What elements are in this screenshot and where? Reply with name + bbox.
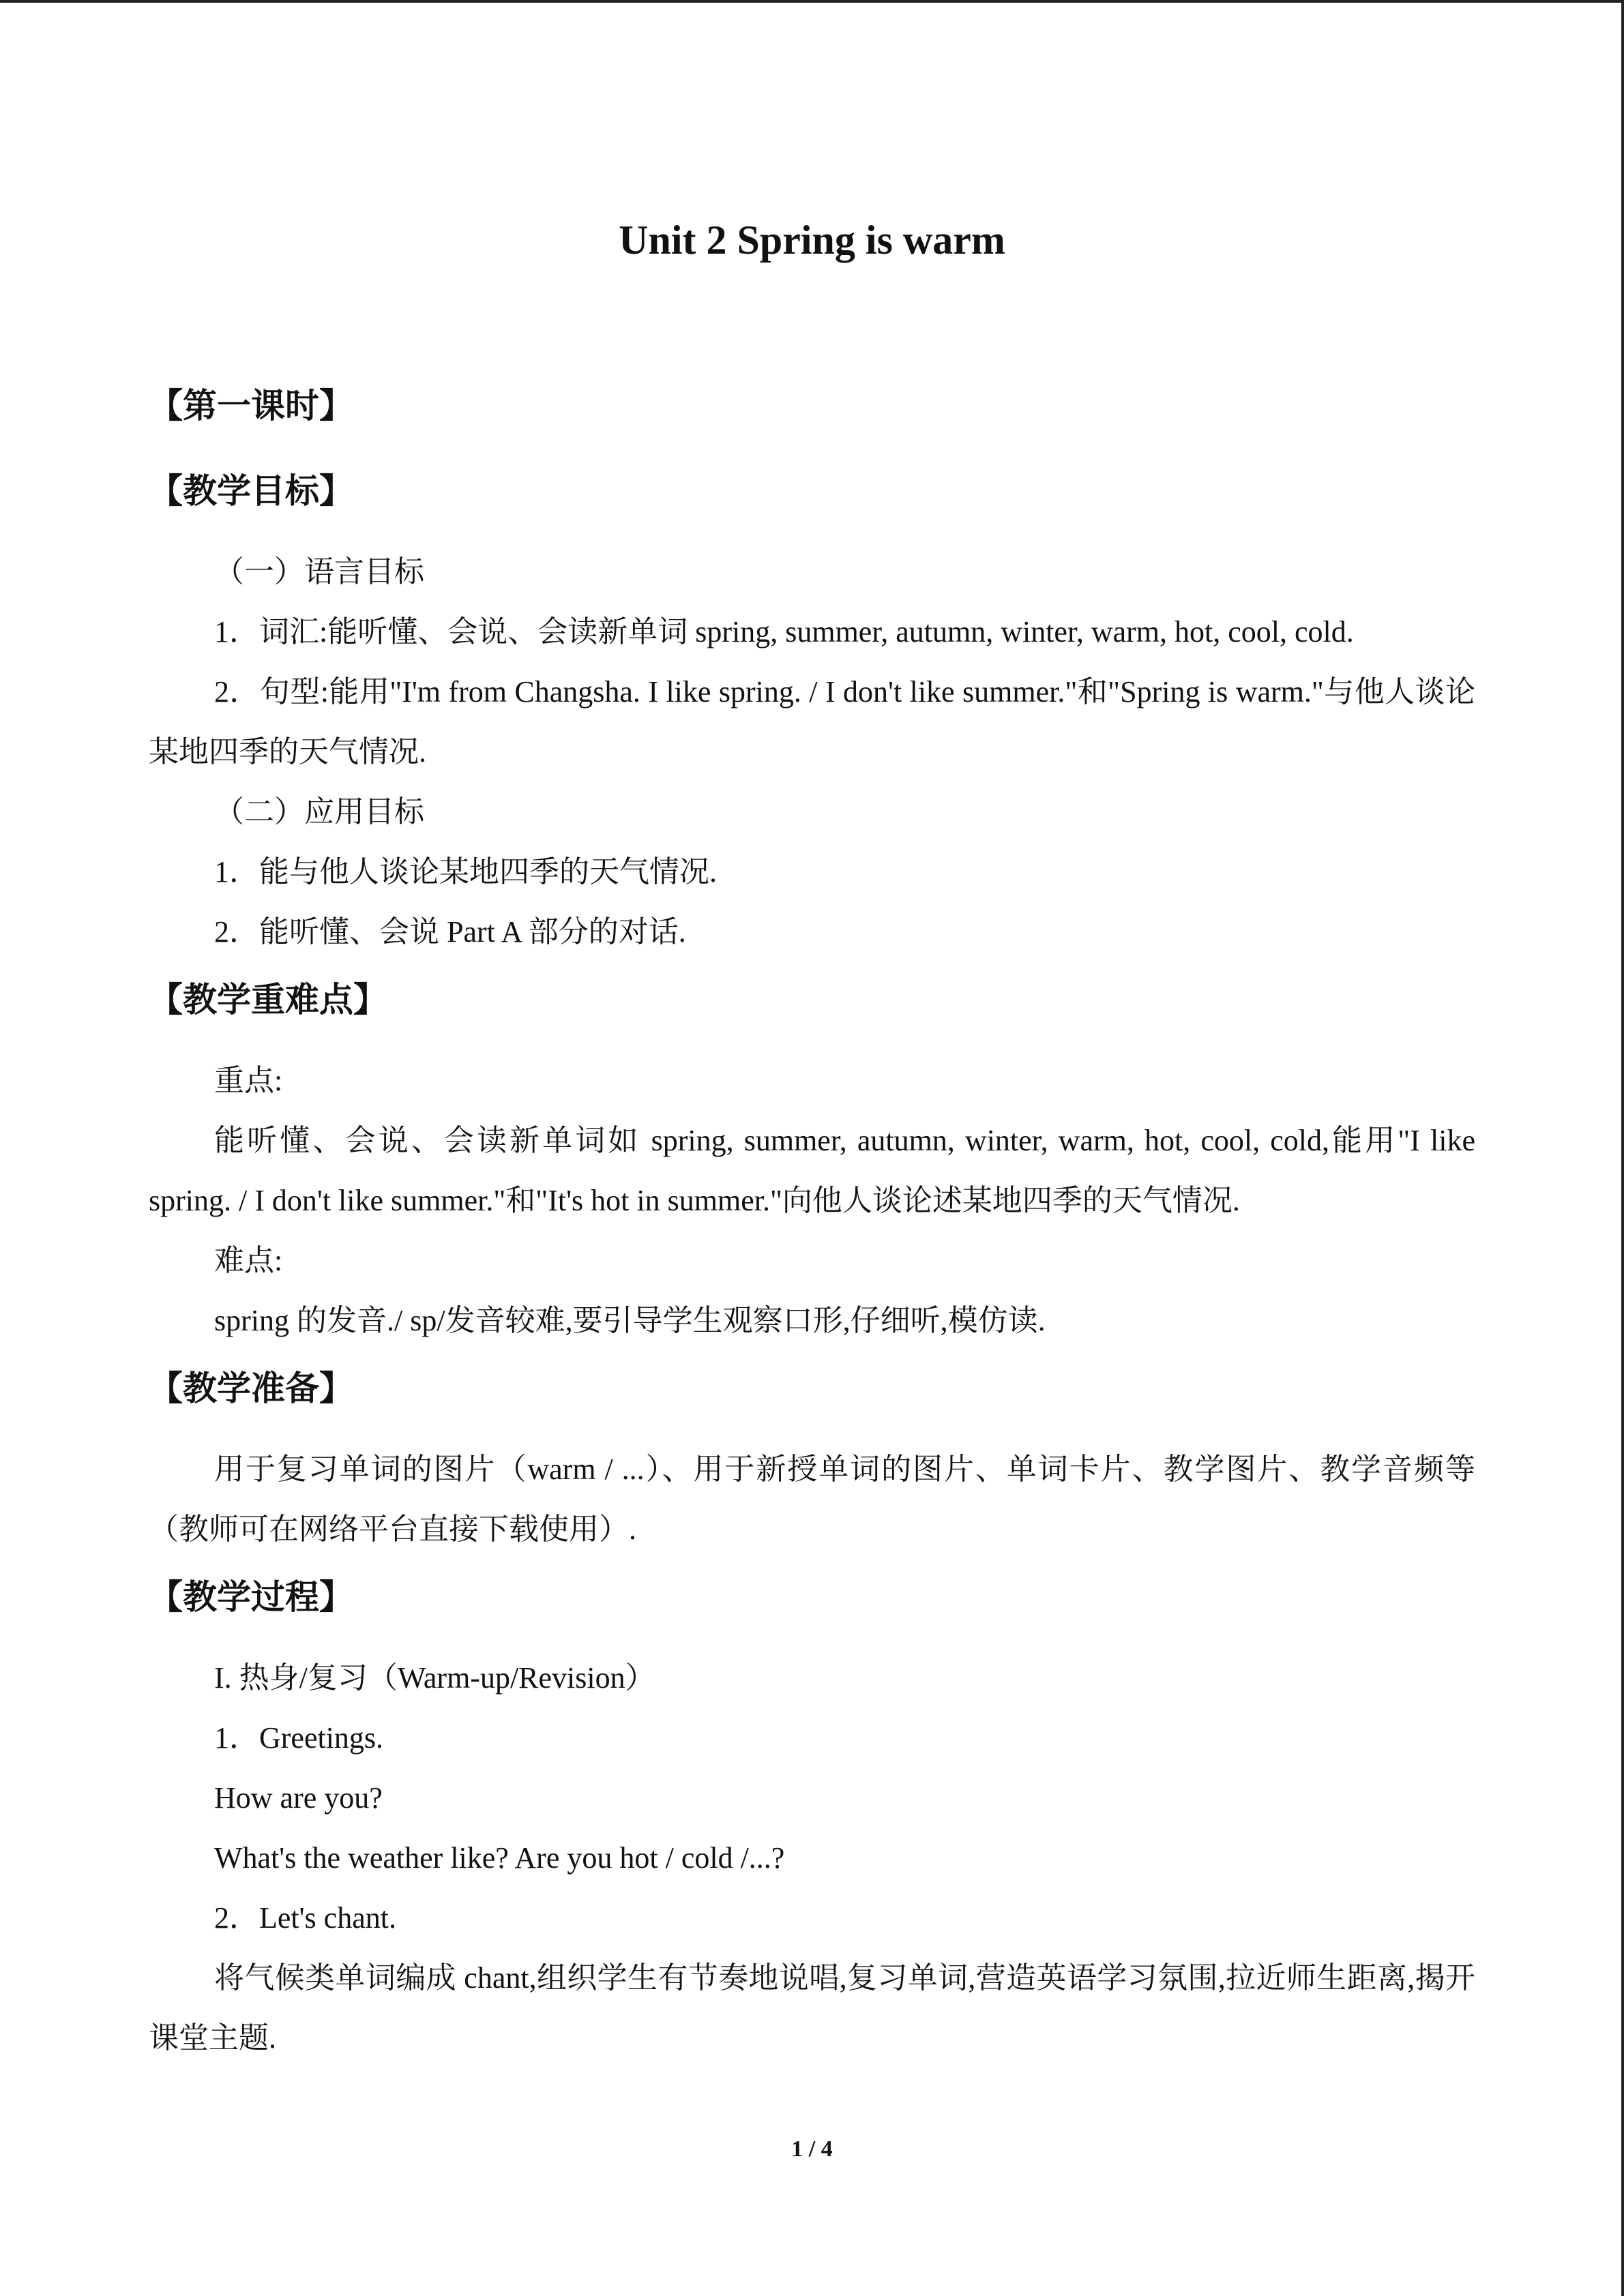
application-item-1: 1．能与他人谈论某地四季的天气情况. xyxy=(214,855,717,889)
difficulty-label: 难点: xyxy=(214,1244,283,1277)
preparation-heading: 【教学准备】 xyxy=(149,1369,353,1408)
vocabulary-item: 1．词汇:能听懂、会说、会读新单词 spring, summer, autumn, winter, warm, hot, cool, cold. xyxy=(214,615,1354,648)
sentence-pattern-item: 2．句型:能用"I'm from Changsha. I like spring. / I don't like summer."和"Spring is warm."与他人谈论某地四季的天气情况. xyxy=(149,675,1475,769)
document-title: Unit 2 Spring is warm xyxy=(619,218,1005,263)
warmup-step: I. 热身/复习（Warm-up/Revision） xyxy=(214,1661,655,1695)
application-goal-label: （二）应用目标 xyxy=(214,795,424,829)
key-points-heading: 【教学重难点】 xyxy=(149,980,387,1019)
page-number: 1 / 4 xyxy=(791,2136,833,2162)
objectives-heading: 【教学目标】 xyxy=(149,471,353,511)
focus-text: 能听懂、会说、会读新单词如 spring, summer, autumn, winter, warm, hot, cool, cold,能用"I like spring. / I don't like summer."和"It's hot in summer."向他人谈论述某地四季的天气情况. xyxy=(149,1124,1475,1217)
lesson-heading: 【第一课时】 xyxy=(149,386,353,426)
focus-label: 重点: xyxy=(214,1064,283,1097)
application-item-2: 2．能听懂、会说 Part A 部分的对话. xyxy=(214,915,686,949)
document-body xyxy=(149,382,1475,2068)
document-page xyxy=(149,0,1475,2296)
chant-text: 将气候类单词编成 chant,组织学生有节奏地说唱,复习单词,营造英语学习氛围,拉近师生距离,揭开课堂主题. xyxy=(149,1961,1475,2055)
preparation-text: 用于复习单词的图片（warm / ...）、用于新授单词的图片、单词卡片、教学图片、教学音频等（教师可在网络平台直接下载使用）. xyxy=(149,1452,1475,1546)
greetings-item: 1．Greetings. xyxy=(214,1721,384,1755)
chant-item: 2．Let's chant. xyxy=(214,1901,396,1935)
greeting-question-2: What's the weather like? Are you hot / cold /...? xyxy=(214,1841,785,1875)
difficulty-text: spring 的发音./ sp/发音较难,要引导学生观察口形,仔细听,模仿读. xyxy=(214,1304,1046,1337)
page-border-right xyxy=(1621,0,1624,2296)
greeting-question-1: How are you? xyxy=(214,1781,383,1815)
language-goal-label: （一）语言目标 xyxy=(214,555,424,588)
process-heading: 【教学过程】 xyxy=(149,1577,353,1617)
